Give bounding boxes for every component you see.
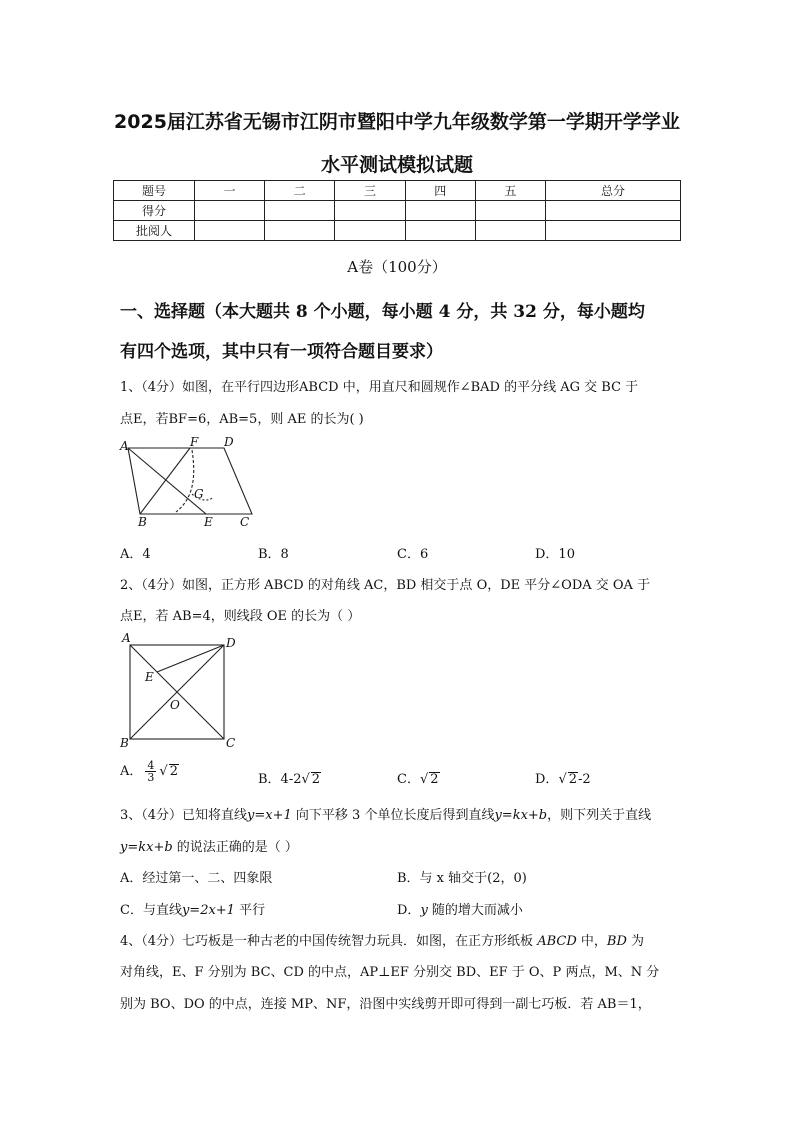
q2-option-c-prefix: C． <box>397 772 420 787</box>
score-cell[interactable] <box>195 201 265 221</box>
q2-option-b-prefix: B．4-2 <box>258 772 302 787</box>
score-table-row <box>114 201 681 221</box>
score-cell[interactable] <box>405 201 475 221</box>
q3-option-d[interactable] <box>397 899 523 918</box>
q2-option-d-prefix: D． <box>535 772 559 787</box>
q2-option-d[interactable]: D．√ 2-2 <box>535 772 591 787</box>
q4-text-part: 4、（4分）七巧板是一种古老的中国传统智力玩具．如图，在正方形纸板 <box>120 934 538 949</box>
q2-line-de <box>157 645 224 672</box>
q1-option-b[interactable]: B．8 <box>258 547 289 562</box>
q2-option-b-radicand: 2 <box>311 772 321 787</box>
q3-text-part: ，则下列关于直线 <box>547 808 652 823</box>
q3-option-c-equation: y=2x+1 <box>181 903 235 918</box>
q1-label: B <box>138 515 147 529</box>
q2-label: O <box>170 698 180 712</box>
q1-label: D <box>224 435 234 449</box>
q2-option-a-radicand: 2 <box>169 764 178 779</box>
q1-text-line1: 1、（4分）如图，在平行四边形ABCD 中，用直尺和圆规作∠BAD 的平分线 AG 交 BC 于 <box>120 380 639 395</box>
q1-arc <box>176 450 194 512</box>
q1-option-a[interactable]: A．4 <box>120 547 151 562</box>
q2-text-line2: 点E，若 AB=4，则线段 OE 的长为（ ） <box>120 609 361 624</box>
q1-parallelogram-figure <box>116 436 256 536</box>
q2-option-a[interactable]: A． $\frac{4}{3}$ √ 2 <box>120 759 178 784</box>
q3-text-part: 向下平移 3 个单位长度后得到直线 <box>291 808 495 823</box>
score-cell[interactable] <box>335 221 405 241</box>
q4-text-line2: 对角线，E、F 分别为 BC、CD 的中点，AP⊥EF 分别交 BD、EF 于 O、P 两点，M、N 分 <box>120 965 660 980</box>
q2-option-d-radicand: 2 <box>568 772 578 787</box>
q4-text-part: 中， <box>576 934 607 949</box>
q1-label: C <box>240 515 250 529</box>
q3-option-c[interactable] <box>120 899 265 918</box>
score-row-label: 批阅人 <box>114 221 195 241</box>
q2-text-line1: 2、（4分）如图，正方形 ABCD 的对角线 AC，BD 相交于点 O，DE 平分∠ODA 交 OA 于 <box>120 578 651 593</box>
q2-option-a-denominator: 3 <box>147 771 155 784</box>
q1-option-d[interactable]: D．10 <box>535 547 575 562</box>
q1-text-line2: 点E，若BF=6，AB=5，则 AE 的长为( ) <box>120 412 364 427</box>
score-header-cell: 五 <box>475 181 545 201</box>
q2-label: C <box>226 736 236 750</box>
q1-label: G <box>194 487 204 501</box>
q2-option-a-numerator: 4 <box>147 759 155 772</box>
q4-italic-term: ABCD <box>537 934 577 949</box>
q4-text-part: 为 <box>626 934 645 949</box>
q2-option-b[interactable]: B．4-2√ 2 <box>258 772 321 787</box>
score-table-header-row <box>114 181 681 201</box>
q1-option-c[interactable]: C．6 <box>397 547 429 562</box>
q3-option-c-text: 平行 <box>234 903 266 918</box>
score-cell[interactable] <box>405 221 475 241</box>
score-cell[interactable] <box>546 221 681 241</box>
q2-option-d-suffix: -2 <box>578 772 591 787</box>
score-cell[interactable] <box>265 221 335 241</box>
q3-text-part: 3、（4分）已知将直线 <box>120 808 248 823</box>
q3-option-a[interactable]: A．经过第一、二、四象限 <box>120 871 273 886</box>
q3-option-d-text: D． <box>397 903 421 918</box>
q3-text-part: 的说法正确的是（ ） <box>172 840 298 855</box>
score-header-cell: 四 <box>405 181 475 201</box>
q3-option-c-text: C．与直线 <box>120 903 182 918</box>
volume-heading: A卷（100分） <box>347 258 447 276</box>
score-cell[interactable] <box>475 221 545 241</box>
section-heading-line2: 有四个选项，其中只有一项符合题目要求） <box>120 342 443 362</box>
score-header-cell: 总分 <box>546 181 681 201</box>
score-cell[interactable] <box>546 201 681 221</box>
q2-label: E <box>145 670 154 684</box>
q4-text-line3: 别为 BO、DO 的中点，连接 MP、NF，沿图中实线剪开即可得到一副七巧板．若 AB＝1， <box>120 997 651 1012</box>
score-header-cell: 三 <box>335 181 405 201</box>
score-header-cell: 题号 <box>114 181 195 201</box>
q1-label: F <box>190 435 199 449</box>
q3-equation: y=x+1 <box>247 808 292 823</box>
q3-option-d-variable: y <box>420 903 428 918</box>
q2-label: A <box>122 631 131 645</box>
q2-square-figure <box>116 630 246 750</box>
q2-label: D <box>226 636 236 650</box>
section-heading-line1: 一、选择题（本大题共 8 个小题，每小题 4 分，共 32 分，每小题均 <box>120 302 645 322</box>
score-cell[interactable] <box>335 201 405 221</box>
score-header-cell: 一 <box>195 181 265 201</box>
score-header-cell: 二 <box>265 181 335 201</box>
q4-italic-term: BD <box>606 934 627 949</box>
q3-option-d-text: 随的增大而减小 <box>427 903 523 918</box>
score-cell[interactable] <box>195 221 265 241</box>
document-title-line2: 水平测试模拟试题 <box>320 154 473 176</box>
q3-text-line2 <box>120 836 298 855</box>
q1-label: A <box>120 439 129 453</box>
q1-line-ae <box>128 448 206 514</box>
q3-equation: y=kx+b <box>120 840 173 855</box>
score-table <box>113 180 681 241</box>
q2-option-a-fraction <box>145 760 156 783</box>
q3-equation: y=kx+b <box>494 808 548 823</box>
q1-line-bf <box>140 448 190 514</box>
score-row-label: 得分 <box>114 201 195 221</box>
document-title-line1: 2025届江苏省无锡市江阴市暨阳中学九年级数学第一学期开学学业 <box>114 111 680 133</box>
score-cell[interactable] <box>265 201 335 221</box>
score-table-row <box>114 221 681 241</box>
q2-option-a-letter: A． <box>120 764 143 779</box>
q2-option-c[interactable]: C．√ 2 <box>397 772 439 787</box>
q1-parallelogram <box>128 448 252 514</box>
q4-text-line1 <box>120 930 644 949</box>
score-cell[interactable] <box>475 201 545 221</box>
q3-text-line1 <box>120 804 651 823</box>
q3-option-b[interactable]: B．与 x 轴交于(2，0) <box>397 871 527 886</box>
q2-option-c-radicand: 2 <box>430 772 439 787</box>
q1-label: E <box>204 515 213 529</box>
q2-label: B <box>120 736 129 750</box>
